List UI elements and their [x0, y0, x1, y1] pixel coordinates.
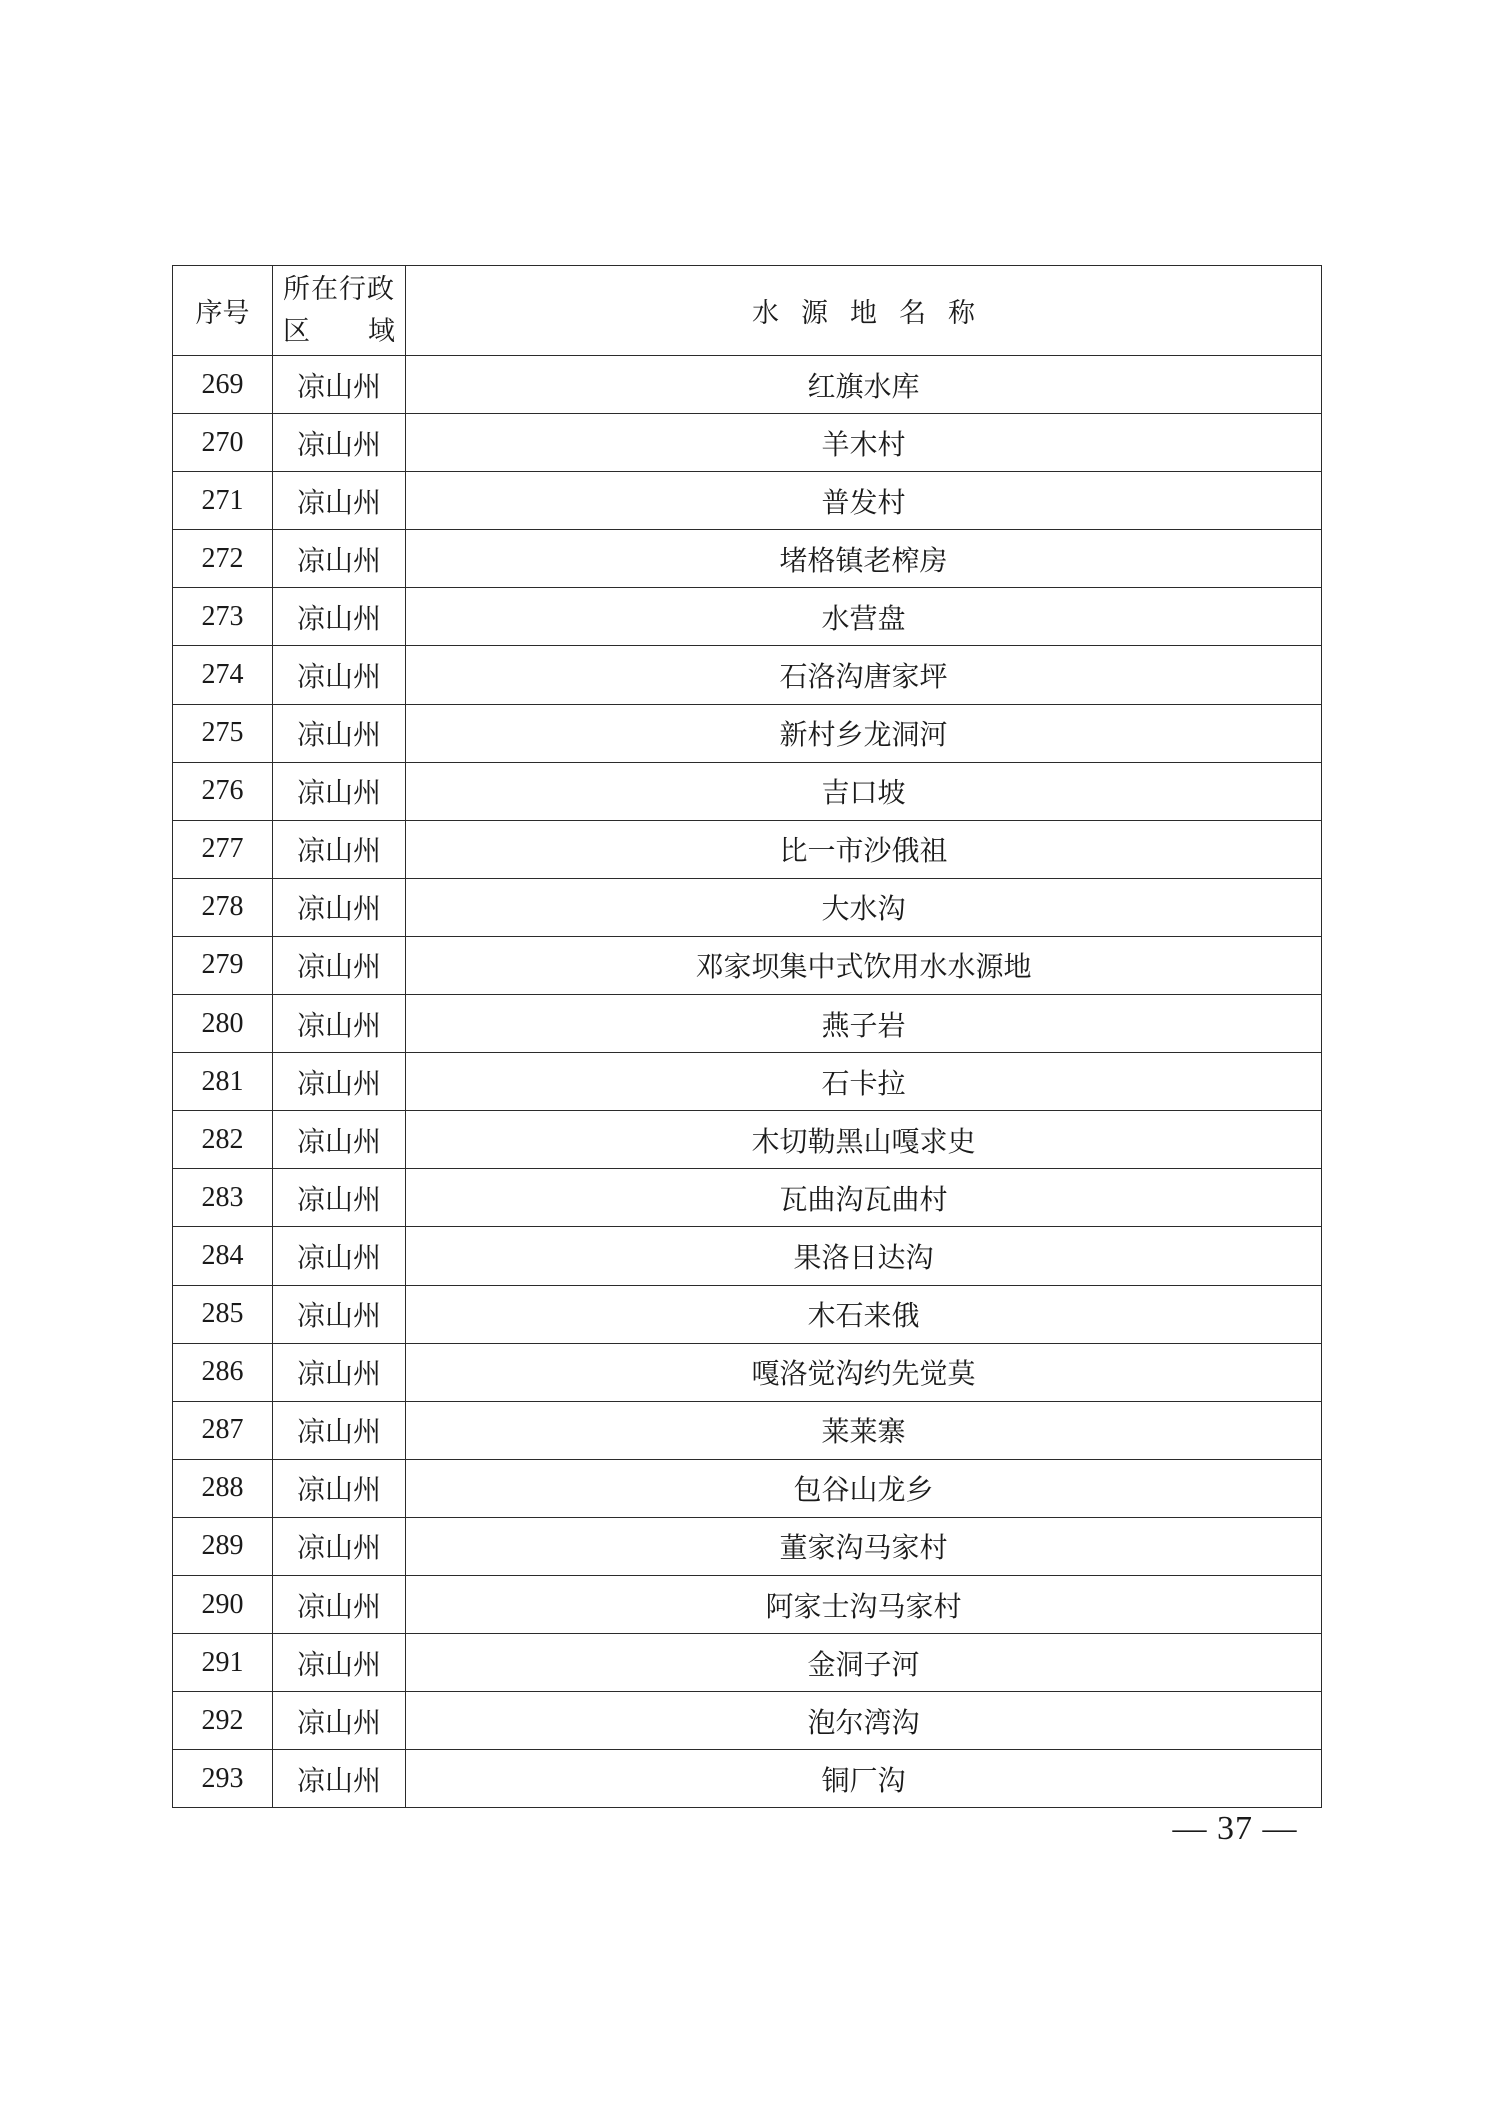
header-region-line2-b: 域	[368, 315, 395, 347]
header-index: 序号	[173, 266, 273, 356]
row-index: 283	[173, 1169, 273, 1227]
row-water-source-name: 木石来俄	[406, 1285, 1322, 1343]
row-region: 凉山州	[273, 472, 406, 530]
table-row	[173, 356, 1322, 414]
table-body	[173, 356, 1322, 1808]
table-row	[173, 936, 1322, 994]
row-region: 凉山州	[273, 995, 406, 1053]
row-region: 凉山州	[273, 530, 406, 588]
row-water-source-name: 包谷山龙乡	[406, 1459, 1322, 1517]
row-index: 281	[173, 1053, 273, 1111]
row-index: 287	[173, 1401, 273, 1459]
row-index: 275	[173, 704, 273, 762]
water-source-table-container	[172, 265, 1321, 1808]
table-row	[173, 1750, 1322, 1808]
row-water-source-name: 新村乡龙洞河	[406, 704, 1322, 762]
row-water-source-name: 堵格镇老榨房	[406, 530, 1322, 588]
row-region: 凉山州	[273, 1517, 406, 1575]
row-index: 292	[173, 1692, 273, 1750]
row-region: 凉山州	[273, 356, 406, 414]
row-index: 272	[173, 530, 273, 588]
table-row	[173, 1111, 1322, 1169]
row-index: 289	[173, 1517, 273, 1575]
row-index: 286	[173, 1343, 273, 1401]
header-name	[406, 266, 1322, 356]
row-index: 279	[173, 936, 273, 994]
row-index: 290	[173, 1575, 273, 1633]
table-row	[173, 1343, 1322, 1401]
row-index: 278	[173, 878, 273, 936]
row-water-source-name: 红旗水库	[406, 356, 1322, 414]
row-water-source-name: 普发村	[406, 472, 1322, 530]
row-region: 凉山州	[273, 1692, 406, 1750]
row-index: 277	[173, 820, 273, 878]
row-water-source-name: 铜厂沟	[406, 1750, 1322, 1808]
row-index: 276	[173, 762, 273, 820]
table-header	[173, 266, 1322, 356]
row-region: 凉山州	[273, 1634, 406, 1692]
row-region: 凉山州	[273, 414, 406, 472]
row-region: 凉山州	[273, 1227, 406, 1285]
row-index: 291	[173, 1634, 273, 1692]
table-row	[173, 820, 1322, 878]
row-index: 274	[173, 646, 273, 704]
row-region: 凉山州	[273, 1750, 406, 1808]
table-row	[173, 646, 1322, 704]
row-water-source-name: 金洞子河	[406, 1634, 1322, 1692]
row-water-source-name: 大水沟	[406, 878, 1322, 936]
row-region: 凉山州	[273, 1111, 406, 1169]
table-row	[173, 762, 1322, 820]
row-water-source-name: 嘎洛觉沟约先觉莫	[406, 1343, 1322, 1401]
table-row	[173, 1634, 1322, 1692]
row-region: 凉山州	[273, 1575, 406, 1633]
table-row	[173, 1401, 1322, 1459]
header-name-label: 水源地名称	[752, 298, 997, 329]
row-index: 282	[173, 1111, 273, 1169]
table-row	[173, 1575, 1322, 1633]
row-index: 273	[173, 588, 273, 646]
row-water-source-name: 阿家士沟马家村	[406, 1575, 1322, 1633]
row-water-source-name: 比一市沙俄祖	[406, 820, 1322, 878]
row-water-source-name: 果洛日达沟	[406, 1227, 1322, 1285]
row-region: 凉山州	[273, 1169, 406, 1227]
row-water-source-name: 石洛沟唐家坪	[406, 646, 1322, 704]
table-row	[173, 1227, 1322, 1285]
row-water-source-name: 瓦曲沟瓦曲村	[406, 1169, 1322, 1227]
row-region: 凉山州	[273, 1459, 406, 1517]
header-row	[173, 266, 1322, 356]
row-index: 271	[173, 472, 273, 530]
page-number: — 37 —	[1172, 1810, 1298, 1847]
row-index: 293	[173, 1750, 273, 1808]
row-region: 凉山州	[273, 878, 406, 936]
table-row	[173, 588, 1322, 646]
table-row	[173, 1517, 1322, 1575]
header-region-line2-a: 区	[283, 315, 310, 347]
row-region: 凉山州	[273, 1285, 406, 1343]
row-index: 270	[173, 414, 273, 472]
table-row	[173, 704, 1322, 762]
header-region	[273, 266, 406, 356]
row-region: 凉山州	[273, 1343, 406, 1401]
row-index: 284	[173, 1227, 273, 1285]
table-row	[173, 530, 1322, 588]
row-index: 288	[173, 1459, 273, 1517]
row-region: 凉山州	[273, 1053, 406, 1111]
row-water-source-name: 羊木村	[406, 414, 1322, 472]
row-index: 285	[173, 1285, 273, 1343]
row-water-source-name: 董家沟马家村	[406, 1517, 1322, 1575]
table-row	[173, 995, 1322, 1053]
row-water-source-name: 泡尔湾沟	[406, 1692, 1322, 1750]
table-row	[173, 472, 1322, 530]
row-region: 凉山州	[273, 820, 406, 878]
row-water-source-name: 水营盘	[406, 588, 1322, 646]
row-region: 凉山州	[273, 646, 406, 704]
row-water-source-name: 燕子岩	[406, 995, 1322, 1053]
table-row	[173, 1169, 1322, 1227]
table-row	[173, 1692, 1322, 1750]
row-region: 凉山州	[273, 588, 406, 646]
row-water-source-name: 石卡拉	[406, 1053, 1322, 1111]
row-region: 凉山州	[273, 704, 406, 762]
table-row	[173, 414, 1322, 472]
row-water-source-name: 吉口坡	[406, 762, 1322, 820]
row-index: 280	[173, 995, 273, 1053]
table-row	[173, 1459, 1322, 1517]
row-water-source-name: 莱莱寨	[406, 1401, 1322, 1459]
header-region-line1: 所在行政	[283, 273, 395, 305]
row-region: 凉山州	[273, 1401, 406, 1459]
row-water-source-name: 木切勒黑山嘎求史	[406, 1111, 1322, 1169]
row-water-source-name: 邓家坝集中式饮用水水源地	[406, 936, 1322, 994]
table-row	[173, 1285, 1322, 1343]
row-index: 269	[173, 356, 273, 414]
row-region: 凉山州	[273, 936, 406, 994]
water-source-table	[172, 265, 1322, 1808]
table-row	[173, 878, 1322, 936]
row-region: 凉山州	[273, 762, 406, 820]
table-row	[173, 1053, 1322, 1111]
